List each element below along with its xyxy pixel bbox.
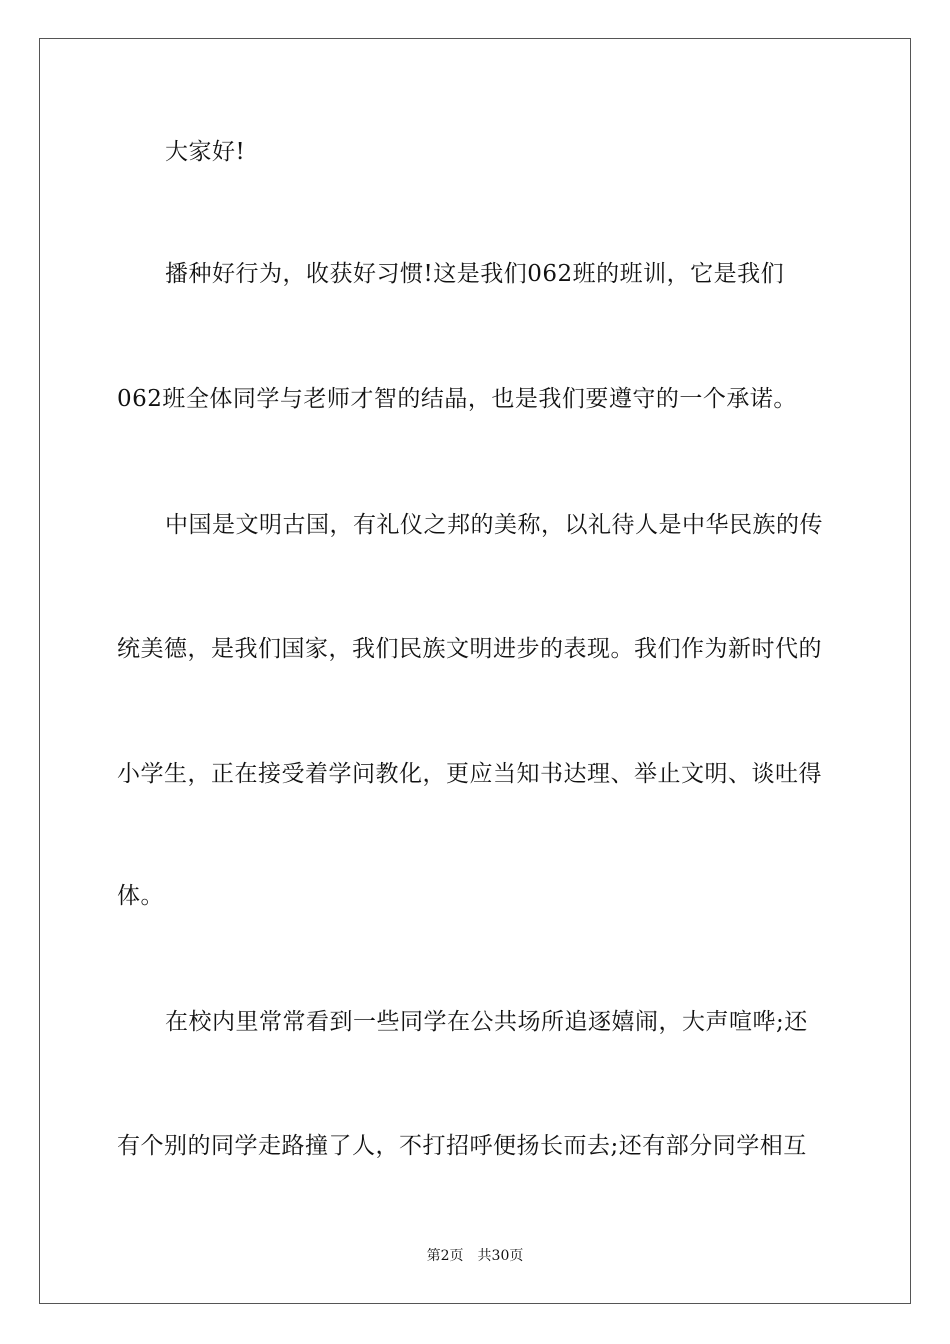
paragraph-2-line-2: 统美德，是我们国家，我们民族文明进步的表现。我们作为新时代的: [117, 636, 822, 662]
page-total: 共30页: [477, 1248, 524, 1264]
paragraph-3-line-1: 在校内里常常看到一些同学在公共场所追逐嬉闹，大声喧哗;还: [165, 1009, 808, 1035]
page-border: [39, 38, 911, 1304]
paragraph-2-line-4: 体。: [117, 883, 164, 909]
paragraph-2-line-3: 小学生，正在接受着学问教化，更应当知书达理、举止文明、谈吐得: [117, 761, 822, 787]
page-number: 第2页: [426, 1248, 464, 1264]
paragraph-3-line-2: 有个别的同学走路撞了人，不打招呼便扬长而去;还有部分同学相互: [117, 1133, 807, 1159]
greeting-line: 大家好!: [165, 139, 246, 165]
paragraph-1-line-1: 播种好行为，收获好习惯!这是我们062班的班训，它是我们: [165, 261, 785, 287]
page-footer: [0, 1247, 950, 1265]
paragraph-2-line-1: 中国是文明古国，有礼仪之邦的美称，以礼待人是中华民族的传: [165, 512, 823, 538]
paragraph-1-line-2: 062班全体同学与老师才智的结晶，也是我们要遵守的一个承诺。: [117, 386, 797, 412]
